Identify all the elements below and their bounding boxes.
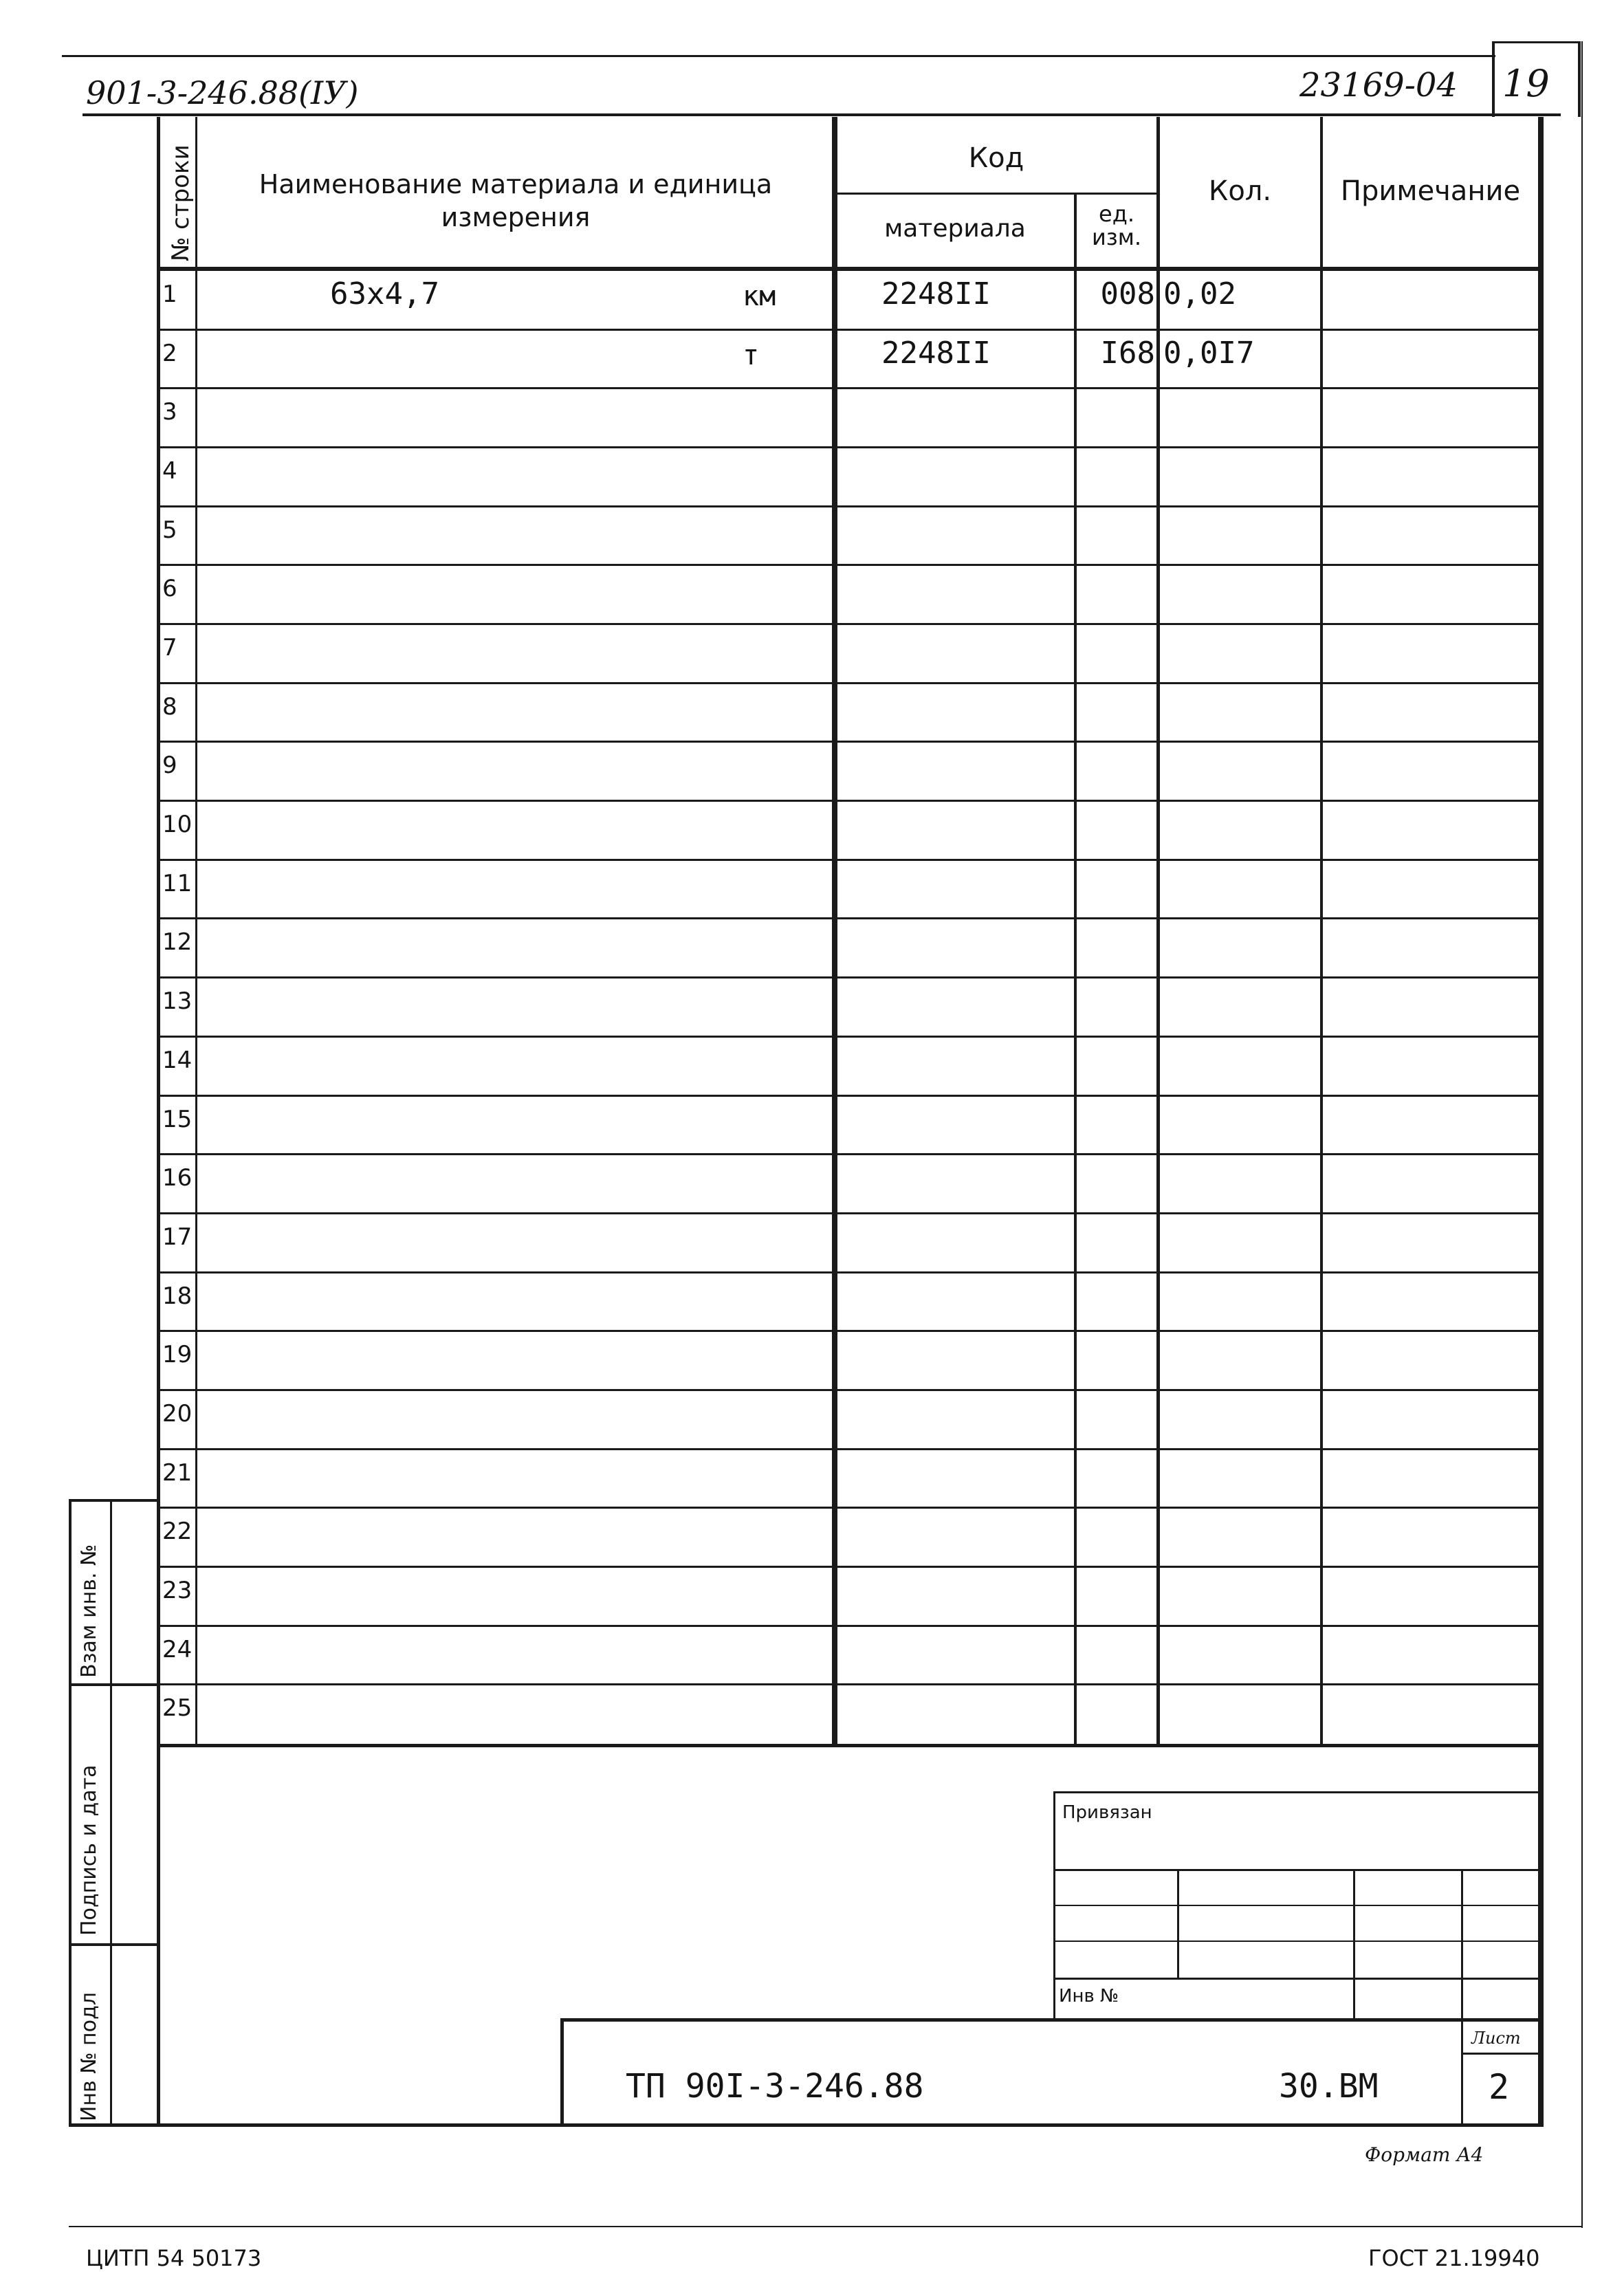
row-number: 17 (162, 1223, 193, 1251)
row-material-code: 2248II (881, 335, 991, 371)
table-row (0, 1331, 1624, 1390)
row-quantity: 0,0I7 (1163, 335, 1255, 371)
bottom-frame-line (69, 2226, 1581, 2227)
row-number: 14 (162, 1046, 193, 1074)
header-unit-code: ед. изм. (1091, 201, 1142, 250)
row-number: 23 (162, 1576, 193, 1604)
header-material-name-text: Наименование материала и единица измерения (259, 169, 773, 232)
tb-sheet-label: Лист (1471, 2029, 1521, 2048)
row-number: 6 (162, 575, 177, 603)
tb-grid-line-4 (1053, 1978, 1541, 1980)
row-number: 13 (162, 987, 193, 1016)
table-row (0, 1390, 1624, 1450)
row-number: 24 (162, 1635, 193, 1663)
header-underline (83, 113, 1561, 116)
row-number: 9 (162, 752, 177, 780)
row-number: 1 (162, 281, 177, 308)
stamp-podpis-data: Подпись и дата (77, 1764, 101, 1936)
row-number: 8 (162, 692, 177, 721)
row-number: 15 (162, 1105, 193, 1133)
tb-grid-line-3 (1053, 1940, 1541, 1942)
header-note: Примечание (1340, 175, 1521, 207)
row-number: 21 (162, 1458, 193, 1487)
printer-code: ЦИТП 54 50173 (86, 2245, 262, 2271)
tb-inv-no-label: Инв № (1059, 1986, 1119, 2007)
row-number: 16 (162, 1164, 193, 1192)
row-number: 2 (162, 339, 177, 367)
row-number: 3 (162, 398, 177, 426)
table-row (0, 1214, 1624, 1273)
row-material-name: 63x4,7 (330, 276, 439, 311)
row-unit-name: км (743, 281, 776, 312)
table-bottom-line (157, 1744, 1544, 1747)
tb-sheet-code: 30.ВМ (1279, 2067, 1379, 2106)
row-number: 11 (162, 869, 193, 897)
stamp-inv-podl: Инв № подл (77, 1992, 101, 2121)
tb-grid-col-2 (1353, 1869, 1355, 2022)
tb-privyazan-left (1053, 1791, 1055, 2022)
header-material-code: материала (884, 215, 1026, 243)
table-row (0, 1508, 1624, 1567)
row-quantity: 0,02 (1163, 276, 1236, 311)
header-quantity: Кол. (1208, 175, 1272, 207)
table-row (0, 1685, 1624, 1744)
page-number: 19 (1502, 62, 1550, 105)
table-row (0, 978, 1624, 1037)
top-frame-line (62, 55, 1495, 57)
row-unit-code: 008 (1100, 276, 1155, 311)
right-frame-line (1581, 41, 1583, 2228)
format-label: Формат А4 (1365, 2143, 1484, 2166)
row-number: 4 (162, 457, 177, 485)
tb-grid-line-1 (1053, 1869, 1541, 1871)
inventory-code: 23169-04 (1299, 66, 1458, 105)
row-unit-name: т (743, 339, 760, 371)
stamp-inner-line (110, 1499, 112, 2125)
tb-privyazan-label: Привязан (1062, 1802, 1152, 1823)
table-row (0, 1626, 1624, 1685)
page-box-left (1492, 41, 1495, 117)
table-row (0, 1273, 1624, 1332)
row-number: 10 (162, 811, 193, 839)
header-code: Код (968, 142, 1024, 174)
tb-main-top (560, 2018, 1544, 2022)
table-row (0, 624, 1624, 684)
tb-grid-col-3 (1461, 1869, 1463, 2127)
table-row (0, 1567, 1624, 1626)
code-subheader-line (835, 193, 1158, 195)
table-row (0, 1450, 1624, 1509)
page-box-right (1578, 41, 1581, 117)
table-row (0, 507, 1624, 566)
row-number: 18 (162, 1282, 193, 1310)
table-row (0, 565, 1624, 624)
stamp-bottom-line (69, 2123, 1544, 2127)
row-unit-code: I68 (1100, 335, 1155, 371)
tb-grid-line-2 (1053, 1905, 1541, 1906)
row-number: 22 (162, 1518, 193, 1546)
row-number: 20 (162, 1399, 193, 1428)
row-material-code: 2248II (881, 276, 991, 311)
table-row (0, 448, 1624, 507)
row-number: 12 (162, 928, 193, 956)
tb-sheet-number: 2 (1489, 2067, 1510, 2107)
table-row (0, 1155, 1624, 1214)
row-number: 25 (162, 1694, 193, 1723)
tb-privyazan-top (1053, 1791, 1541, 1793)
table-row (0, 684, 1624, 743)
stamp-sep-2 (69, 1943, 158, 1946)
table-row (0, 860, 1624, 919)
row-number: 7 (162, 634, 177, 662)
stamp-vzam-inv: Взам инв. № (77, 1544, 101, 1678)
stamp-top-line (69, 1499, 158, 1502)
stamp-outer-left (69, 1499, 72, 2125)
stamp-sep-1 (69, 1683, 158, 1686)
table-row (0, 919, 1624, 978)
document-code: 901-3-246.88(IУ) (86, 74, 359, 111)
row-number: 5 (162, 516, 177, 544)
header-material-name (199, 168, 832, 234)
table-row (0, 330, 1624, 389)
table-row (0, 742, 1624, 801)
table-row (0, 1037, 1624, 1096)
tb-main-left (560, 2018, 564, 2127)
gost-code: ГОСТ 21.19940 (1368, 2245, 1540, 2271)
tb-doc-designation: ТП 90I-3-246.88 (626, 2067, 924, 2106)
tb-grid-col-1 (1177, 1869, 1179, 1979)
row-number: 19 (162, 1341, 193, 1369)
page-box-top (1492, 41, 1581, 43)
tb-sheet-sep (1461, 2053, 1541, 2055)
header-row-number: № строки (167, 144, 195, 261)
table-row (0, 389, 1624, 448)
table-row (0, 1096, 1624, 1155)
table-row (0, 271, 1624, 330)
table-row (0, 801, 1624, 860)
